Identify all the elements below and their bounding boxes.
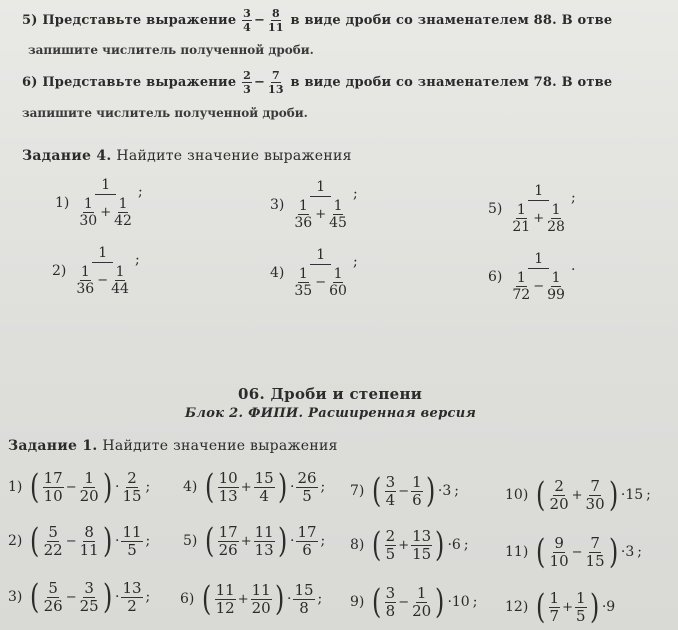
z1-frac-b: [411, 583, 432, 620]
z1-frac-b-den: 20: [79, 486, 99, 505]
z4-top-numerator: 1: [528, 252, 549, 269]
z1-frac-c: [296, 522, 317, 559]
z1-op: −: [398, 594, 410, 610]
z1-frac-a-num: 17: [218, 522, 238, 541]
z1-item-11: [505, 532, 642, 572]
z1-frac-b-den: 6: [412, 490, 422, 509]
z1-left-paren: (: [536, 475, 546, 515]
z4-compound-fraction: [292, 180, 349, 230]
z4-op: −: [533, 279, 545, 294]
z1-frac-c-den: 5: [302, 486, 312, 505]
z1-frac-a-den: 10: [43, 486, 63, 505]
z4-item-2: [52, 246, 140, 296]
z1-frac-b: [254, 468, 275, 505]
z1-frac-b-den: 13: [254, 540, 274, 559]
z4-end-mark: ;: [570, 190, 576, 206]
z1-item-label: 6): [180, 591, 195, 607]
z4-frac-a-den: 36: [76, 281, 95, 297]
z4-denominator: [77, 195, 134, 228]
z4-compound-fraction: [292, 248, 349, 298]
z1-end-mark: ;: [454, 483, 459, 499]
task6-frac-a: $\frac{2}{3}$: [243, 69, 251, 96]
z1-item-label: 2): [8, 533, 23, 549]
z1-title-bold: Задание 1.: [8, 438, 98, 454]
z1-op: +: [237, 591, 249, 607]
z1-multiplier: ·9: [601, 599, 616, 615]
task6-line2: запишите числитель полученной дроби.: [22, 106, 308, 120]
z4-frac-a-den: 35: [294, 283, 313, 299]
z1-frac-b-num: 1: [84, 468, 94, 487]
z1-multiplier: ·3: [620, 544, 635, 560]
z1-right-paren: ): [589, 587, 599, 627]
z1-frac-c-num: 13: [122, 578, 142, 597]
z1-left-paren: (: [372, 471, 382, 511]
z1-op: +: [240, 533, 252, 549]
z4-heading: [22, 148, 352, 164]
z1-left-paren: (: [30, 467, 40, 507]
z1-frac-c-den: 6: [302, 540, 312, 559]
z4-top-numerator: 1: [310, 248, 331, 265]
z1-frac-c-den: 5: [127, 540, 137, 559]
z1-item-2: [8, 521, 151, 561]
z4-compound-fraction: [77, 178, 134, 228]
z1-multiplier: ·6: [447, 537, 461, 553]
z1-right-paren: ): [274, 579, 285, 619]
z1-multiplier: ·: [287, 591, 292, 607]
z1-item-label: 7): [350, 483, 365, 499]
z1-frac-a-num: 10: [218, 468, 238, 487]
z4-frac-b-num: 1: [333, 198, 343, 214]
z1-frac-c-den: 15: [122, 486, 142, 505]
z1-multiplier: ·: [115, 533, 120, 549]
z4-end-mark: ;: [352, 254, 358, 270]
z4-op: +: [315, 207, 327, 222]
z4-denominator: [292, 265, 349, 298]
z1-left-paren: (: [205, 467, 215, 507]
z1-frac-b-num: 1: [416, 583, 427, 602]
z1-frac-a-den: 4: [385, 490, 396, 509]
z1-end-mark: ;: [145, 589, 151, 605]
task5-line1: [22, 8, 612, 33]
z1-left-paren: (: [202, 579, 212, 619]
z4-end-mark: .: [570, 258, 576, 274]
z1-frac-b-den: 25: [79, 596, 99, 615]
z4-frac-a-num: 1: [298, 198, 308, 214]
z4-top-numerator: 1: [310, 180, 331, 197]
z4-frac-a-den: 36: [294, 215, 313, 231]
z1-multiplier: ·3: [437, 483, 452, 499]
z1-frac-a-den: 20: [549, 494, 569, 513]
z1-frac-a-num: 1: [549, 588, 560, 607]
z1-frac-b-num: 11: [254, 522, 274, 541]
z4-frac-b-num: 1: [118, 196, 128, 212]
z4-frac-b: [328, 199, 348, 230]
z4-item-6: [488, 252, 575, 302]
task5-frac-a: $\frac{3}{4}$: [243, 7, 251, 34]
z1-item-9: [350, 582, 478, 622]
z4-frac-a: [293, 199, 313, 230]
z1-op: −: [65, 479, 77, 495]
z1-frac-a-den: 22: [43, 540, 63, 559]
z1-frac-c-num: 2: [127, 468, 137, 487]
z1-frac-c-den: 8: [299, 598, 309, 617]
z1-frac-b-num: 1: [576, 588, 586, 607]
z4-frac-b-num: 1: [551, 202, 561, 218]
z1-left-paren: (: [30, 521, 40, 561]
z1-frac-a: [549, 588, 561, 625]
z1-left-paren: (: [372, 525, 382, 565]
z4-title-bold: Задание 4.: [22, 148, 112, 164]
z4-item-label: 3): [270, 197, 285, 213]
z1-end-mark: ;: [646, 487, 651, 503]
z1-frac-b-den: 15: [585, 551, 605, 570]
z1-op: +: [240, 479, 252, 495]
z1-item-label: 11): [505, 544, 529, 560]
z1-item-1: [8, 467, 151, 507]
z1-right-paren: ): [608, 532, 618, 572]
z1-frac-a: [43, 522, 64, 559]
z1-frac-b-den: 4: [259, 486, 269, 505]
z1-frac-b-den: 11: [79, 540, 99, 559]
z1-frac-c: [121, 522, 142, 559]
z4-end-mark: ;: [352, 186, 358, 202]
z4-frac-b-den: 42: [114, 213, 132, 229]
z1-op: +: [571, 487, 583, 503]
z1-item-label: 8): [350, 537, 365, 553]
z4-item-label: 5): [488, 201, 503, 217]
z1-frac-b: [575, 588, 587, 625]
z1-frac-b-den: 30: [585, 494, 605, 513]
section-subtitle: Блок 2. ФИПИ. Расширенная версия: [185, 406, 477, 421]
z4-item-label: 6): [488, 269, 503, 285]
z1-right-paren: ): [102, 521, 113, 561]
z1-right-paren: ): [425, 471, 435, 511]
z1-frac-b-num: 13: [412, 526, 432, 545]
z1-frac-b: [254, 522, 275, 559]
z1-multiplier: ·: [115, 589, 120, 605]
z1-end-mark: ;: [472, 594, 478, 610]
z4-frac-b-num: 1: [333, 266, 343, 282]
z4-op: −: [97, 273, 109, 288]
z4-frac-b: [546, 203, 566, 234]
z1-op: −: [65, 533, 77, 549]
z4-frac-a: [511, 271, 531, 302]
task6-line1: [22, 70, 612, 95]
z4-op: +: [100, 205, 112, 220]
z1-frac-c: [296, 468, 317, 505]
z4-frac-b-den: 28: [547, 219, 565, 235]
z1-frac-b-num: 15: [254, 468, 274, 487]
z1-frac-b-den: 5: [576, 606, 586, 625]
z1-frac-a-num: 5: [48, 522, 58, 541]
task5-label: 5) Представьте выражение: [22, 13, 237, 28]
z1-frac-c-num: 26: [297, 468, 317, 487]
z1-frac-b-num: 8: [84, 522, 94, 541]
z1-right-paren: ): [608, 475, 618, 515]
z4-item-4: [270, 248, 358, 298]
z1-right-paren: ): [277, 521, 288, 561]
z1-frac-b-den: 20: [251, 598, 271, 617]
z4-end-mark: ;: [134, 252, 140, 268]
z4-frac-a-num: 1: [83, 196, 93, 212]
z1-frac-b-num: 1: [412, 472, 422, 491]
z4-denominator: [510, 269, 567, 302]
z4-frac-b: [328, 267, 348, 298]
z1-left-paren: (: [372, 582, 382, 622]
z1-frac-a-num: 17: [43, 468, 63, 487]
z4-frac-b-den: 60: [329, 283, 347, 299]
z1-right-paren: ): [435, 525, 445, 565]
z4-frac-b: [113, 197, 133, 228]
z1-end-mark: ;: [317, 591, 323, 607]
z1-left-paren: (: [205, 521, 215, 561]
z1-end-mark: ;: [145, 479, 151, 495]
z1-frac-a-num: 3: [385, 472, 396, 491]
z4-top-numerator: 1: [528, 184, 549, 201]
z1-frac-b: [79, 578, 100, 615]
section-title: 06. Дроби и степени: [238, 385, 423, 403]
z1-frac-a-den: 13: [218, 486, 238, 505]
z4-compound-fraction: [510, 252, 567, 302]
z1-item-6: [180, 579, 323, 619]
z4-compound-fraction: [74, 246, 131, 296]
z1-frac-a: [218, 522, 239, 559]
task6-frac-b: $\frac{7}{13}$: [268, 69, 284, 96]
z4-item-5: [488, 184, 576, 234]
z1-frac-a-den: 7: [549, 606, 560, 625]
z1-frac-a: [218, 468, 239, 505]
z1-op: +: [398, 537, 410, 553]
z1-item-10: [505, 475, 651, 515]
z1-multiplier: ·: [290, 533, 295, 549]
z1-multiplier: ·15: [620, 487, 644, 503]
z1-item-label: 9): [350, 594, 365, 610]
z1-item-3: [8, 577, 151, 617]
z4-frac-a: [293, 267, 313, 298]
z1-left-paren: (: [536, 532, 546, 572]
z1-frac-c-num: 17: [297, 522, 317, 541]
z4-compound-fraction: [510, 184, 567, 234]
z1-frac-c: [121, 578, 142, 615]
z1-item-4: [183, 467, 326, 507]
z1-item-label: 10): [505, 487, 529, 503]
z1-item-label: 5): [183, 533, 198, 549]
z4-frac-a-num: 1: [516, 270, 526, 286]
task5-line2: запишите числитель полученной дроби.: [28, 43, 314, 57]
z1-item-12: [505, 587, 618, 627]
z1-end-mark: ;: [320, 479, 326, 495]
z1-frac-c-num: 11: [122, 522, 142, 541]
task5-frac-b: $\frac{8}{11}$: [268, 7, 284, 34]
z1-frac-a-num: 9: [554, 533, 564, 552]
z1-frac-a: [43, 468, 64, 505]
z4-frac-b: [110, 265, 130, 296]
z1-multiplier: ·: [115, 479, 120, 495]
z1-frac-c: [121, 468, 142, 505]
task6-op: −: [253, 75, 266, 90]
z1-item-label: 3): [8, 589, 23, 605]
z1-frac-a: [549, 476, 570, 513]
task6-label: 6) Представьте выражение: [22, 75, 237, 90]
z4-item-3: [270, 180, 358, 230]
z1-item-5: [183, 521, 326, 561]
z1-item-label: 1): [8, 479, 23, 495]
z1-op: +: [562, 599, 573, 615]
z4-frac-a-den: 21: [512, 219, 531, 235]
z4-denominator: [74, 263, 131, 296]
z1-frac-b: [585, 476, 606, 513]
z1-right-paren: ): [102, 467, 113, 507]
z4-title-rest: Найдите значение выражения: [111, 148, 352, 164]
z1-frac-a-num: 5: [48, 578, 58, 597]
z4-frac-a-den: 30: [79, 213, 98, 229]
z1-frac-b-num: 7: [590, 476, 600, 495]
z1-frac-b: [79, 468, 100, 505]
z1-frac-a-num: 3: [385, 583, 396, 602]
z1-frac-b: [411, 526, 432, 563]
z4-item-label: 2): [52, 263, 67, 279]
z4-top-numerator: 1: [95, 178, 116, 195]
z1-frac-b-num: 3: [84, 578, 94, 597]
z1-frac-b: [585, 533, 606, 570]
z4-frac-a-num: 1: [298, 266, 308, 282]
z1-frac-a-den: 26: [43, 596, 63, 615]
z1-frac-a: [215, 580, 236, 617]
z4-frac-b-num: 1: [115, 264, 125, 280]
z1-op: −: [65, 589, 77, 605]
z4-denominator: [510, 201, 567, 234]
z4-end-mark: ;: [137, 184, 143, 200]
z1-end-mark: ;: [637, 544, 642, 560]
z1-frac-b: [251, 580, 272, 617]
z4-frac-a-num: 1: [80, 264, 90, 280]
z4-frac-b-den: 99: [547, 287, 565, 303]
z4-item-1: [55, 178, 143, 228]
z4-item-label: 1): [55, 195, 70, 211]
z1-left-paren: (: [536, 587, 546, 627]
z1-item-label: 4): [183, 479, 198, 495]
z1-frac-a-num: 11: [215, 580, 235, 599]
z4-frac-b-den: 44: [111, 281, 129, 297]
z1-right-paren: ): [435, 582, 445, 622]
z1-item-label: 12): [505, 599, 529, 615]
z1-frac-c-den: 2: [127, 596, 137, 615]
z1-multiplier: ·10: [447, 594, 470, 610]
z1-end-mark: ;: [463, 537, 469, 553]
z1-title-rest: Найдите значение выражения: [97, 438, 338, 454]
z1-op: −: [571, 544, 583, 560]
z1-frac-b-den: 15: [412, 544, 432, 563]
z1-frac-a-den: 5: [385, 544, 396, 563]
z1-frac-a-num: 2: [554, 476, 564, 495]
z1-right-paren: ): [102, 577, 113, 617]
z4-item-label: 4): [270, 265, 285, 281]
z1-item-8: [350, 525, 469, 565]
z1-frac-c: [293, 580, 314, 617]
z1-frac-a: [385, 526, 397, 563]
z1-frac-a: [549, 533, 570, 570]
z4-frac-a-num: 1: [516, 202, 526, 218]
z4-denominator: [292, 197, 349, 230]
z1-frac-a-den: 8: [385, 601, 396, 620]
z1-frac-a-den: 10: [549, 551, 569, 570]
z1-frac-b: [411, 472, 423, 509]
z1-item-7: [350, 471, 459, 511]
z1-heading: [8, 438, 338, 454]
z4-frac-b: [546, 271, 566, 302]
z4-top-numerator: 1: [92, 246, 113, 263]
z1-frac-a-num: 2: [385, 526, 396, 545]
z4-op: +: [533, 211, 545, 226]
z1-frac-b-num: 11: [251, 580, 271, 599]
z1-left-paren: (: [30, 577, 40, 617]
z1-right-paren: ): [277, 467, 288, 507]
z1-op: −: [398, 483, 410, 499]
z1-frac-a: [385, 583, 397, 620]
z1-end-mark: ;: [145, 533, 151, 549]
z4-frac-a-den: 72: [512, 287, 531, 303]
task5-op: −: [253, 13, 266, 28]
z1-frac-b: [79, 522, 100, 559]
z4-frac-a: [511, 203, 531, 234]
z1-frac-c-num: 15: [294, 580, 314, 599]
z1-multiplier: ·: [290, 479, 295, 495]
z4-frac-b-den: 45: [329, 215, 347, 231]
z1-frac-a-den: 26: [218, 540, 238, 559]
z1-frac-a-den: 12: [215, 598, 235, 617]
z4-frac-a: [78, 197, 98, 228]
task5-rest: в виде дроби со знаменателем 88. В отве: [290, 13, 613, 28]
z4-frac-b-num: 1: [551, 270, 561, 286]
z1-frac-a: [385, 472, 397, 509]
task6-rest: в виде дроби со знаменателем 78. В отве: [290, 75, 613, 90]
z1-end-mark: ;: [320, 533, 326, 549]
z4-frac-a: [75, 265, 95, 296]
z1-frac-a: [43, 578, 64, 615]
z4-op: −: [315, 275, 327, 290]
z1-frac-b-den: 20: [412, 601, 432, 620]
z1-frac-b-num: 7: [590, 533, 600, 552]
